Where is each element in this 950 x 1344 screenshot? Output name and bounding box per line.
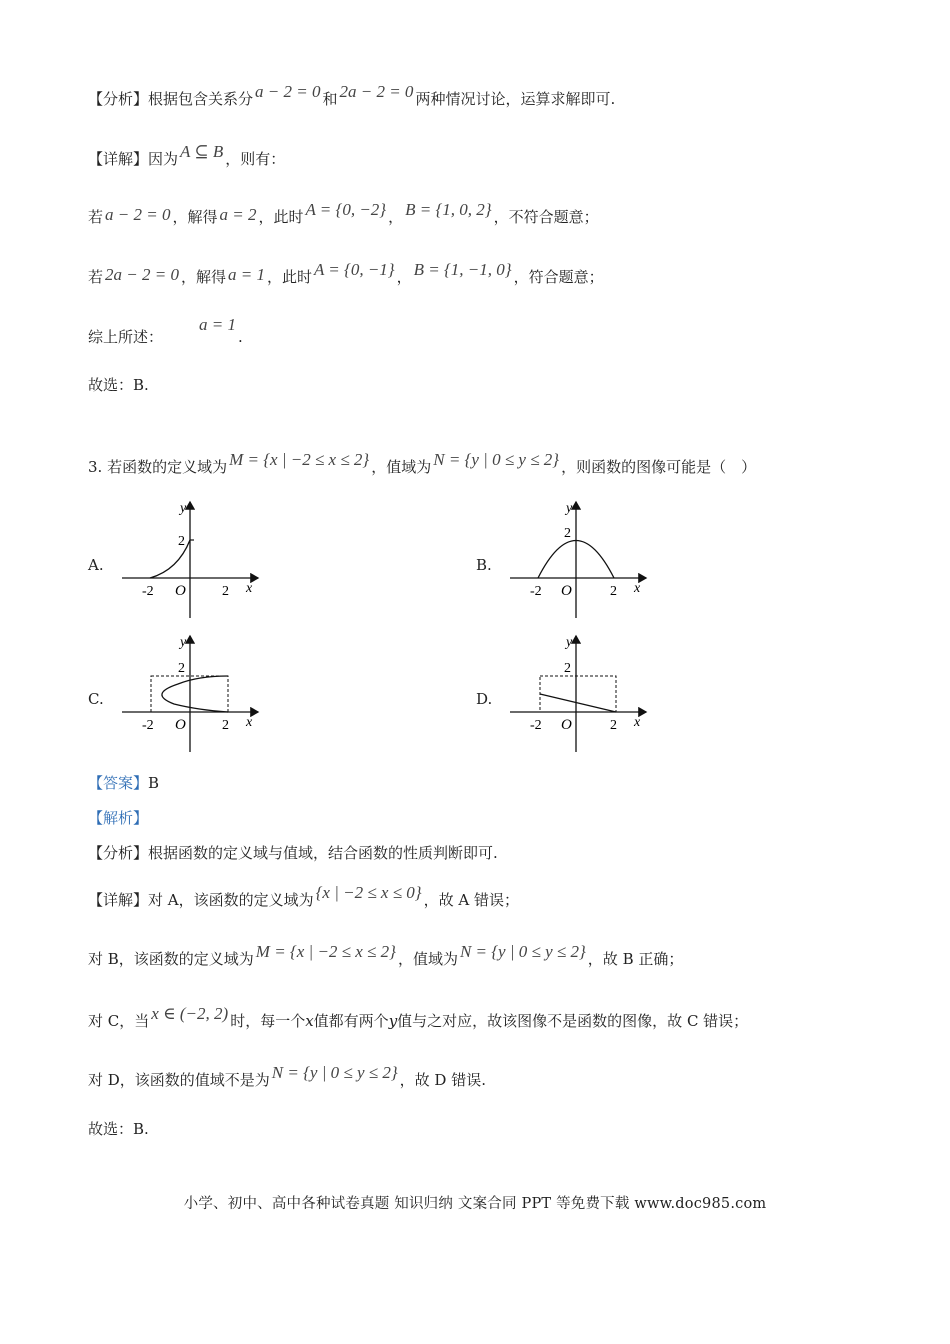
text: 【分析】根据函数的定义域与值域，结合函数的性质判断即可. bbox=[88, 844, 498, 862]
text: 故选：B. bbox=[88, 376, 149, 394]
x-tick-neg2: -2 bbox=[530, 584, 542, 599]
option-d-label: D. bbox=[476, 690, 493, 708]
question-3 bbox=[88, 450, 757, 478]
text: 两种情况讨论，运算求解即可. bbox=[415, 90, 616, 108]
text: 【分析】根据包含关系分 bbox=[88, 90, 254, 108]
text: 【详解】对 A，该函数的定义域为 bbox=[88, 891, 314, 909]
case-line-1 bbox=[88, 200, 599, 228]
math-expr: A = {0, −1} bbox=[313, 260, 395, 279]
math-expr: a = 1 bbox=[227, 265, 265, 284]
text: ，值域为 bbox=[371, 458, 432, 476]
text: ，解得 bbox=[180, 268, 226, 286]
x-label: x bbox=[246, 715, 253, 730]
graph-c bbox=[118, 632, 268, 757]
text: 时，每一个 bbox=[230, 1012, 306, 1030]
math-expr: N = {y | 0 ≤ y ≤ 2} bbox=[271, 1063, 398, 1082]
text: ，则有： bbox=[225, 150, 286, 168]
explanation-heading bbox=[88, 807, 148, 829]
text: 值与之对应，故该图像不是函数的图像，故 C 错误； bbox=[397, 1012, 749, 1030]
x-label: x bbox=[634, 581, 641, 596]
origin-label: O bbox=[175, 717, 186, 733]
y-tick-label: 2 bbox=[178, 661, 185, 676]
text: 值都有两个 bbox=[313, 1012, 389, 1030]
graph-b bbox=[506, 498, 656, 623]
text: ， bbox=[388, 208, 404, 226]
var-y: y bbox=[388, 1012, 398, 1030]
x-tick-neg2: -2 bbox=[142, 584, 154, 599]
x-tick-neg2: -2 bbox=[142, 718, 154, 733]
answer-line bbox=[88, 772, 159, 794]
text: ，不符合题意； bbox=[493, 208, 599, 226]
text: ，故 D 错误. bbox=[399, 1071, 486, 1089]
x-tick-pos2: 2 bbox=[222, 718, 229, 733]
y-label: y bbox=[180, 635, 187, 650]
text: ，解得 bbox=[172, 208, 218, 226]
x-label: x bbox=[634, 715, 641, 730]
x-label: x bbox=[246, 581, 253, 596]
math-expr: 2a − 2 = 0 bbox=[339, 82, 414, 101]
text: ，故 A 错误； bbox=[423, 891, 519, 909]
x-tick-pos2: 2 bbox=[222, 584, 229, 599]
explanation-tag: 【解析】 bbox=[88, 809, 149, 827]
graph-d bbox=[506, 632, 656, 757]
math-expr: a = 2 bbox=[219, 205, 257, 224]
math-expr: B = {1, 0, 2} bbox=[405, 200, 492, 219]
origin-label: O bbox=[561, 717, 572, 733]
math-expr: N = {y | 0 ≤ y ≤ 2} bbox=[459, 942, 586, 961]
math-expr: A = {0, −2} bbox=[305, 200, 387, 219]
text: 故选：B. bbox=[88, 1120, 149, 1138]
math-expr: x ∈ (−2, 2) bbox=[151, 1004, 229, 1023]
y-tick-label: 2 bbox=[564, 661, 571, 676]
math-expr: a = 1 bbox=[199, 315, 236, 334]
detail-a bbox=[88, 883, 519, 911]
x-tick-neg2: -2 bbox=[530, 718, 542, 733]
text: ，则函数的图像可能是（ ） bbox=[561, 458, 757, 476]
var-x: x bbox=[305, 1012, 314, 1030]
text: ，值域为 bbox=[397, 950, 458, 968]
curve bbox=[162, 676, 228, 712]
text: 若 bbox=[88, 208, 104, 226]
graph-a bbox=[118, 498, 268, 623]
detail-b bbox=[88, 942, 684, 970]
x-tick-pos2: 2 bbox=[610, 718, 617, 733]
option-c-label: C. bbox=[88, 690, 104, 708]
text: 对 B，该函数的定义域为 bbox=[88, 950, 254, 968]
case-line-2 bbox=[88, 260, 604, 288]
detail-d bbox=[88, 1063, 486, 1091]
segment bbox=[540, 694, 616, 712]
answer-value: B bbox=[148, 774, 160, 792]
y-tick-label: 2 bbox=[564, 526, 571, 541]
math-expr: N = {y | 0 ≤ y ≤ 2} bbox=[433, 450, 560, 469]
text: ， bbox=[396, 268, 412, 286]
y-label: y bbox=[180, 501, 187, 516]
text: 和 bbox=[322, 90, 338, 108]
math-expr: a − 2 = 0 bbox=[255, 82, 321, 101]
choice-line bbox=[88, 374, 149, 396]
text: 综上所述： bbox=[88, 328, 164, 346]
analysis-line bbox=[88, 82, 616, 110]
option-a-label: A. bbox=[88, 556, 104, 574]
text: ，故 B 正确； bbox=[587, 950, 684, 968]
text: 若 bbox=[88, 268, 104, 286]
final-choice bbox=[88, 1118, 149, 1140]
text: 对 D，该函数的值域不是为 bbox=[88, 1071, 270, 1089]
footer: 小学、初中、高中各种试卷真题 知识归纳 文案合同 PPT 等免费下载 www.doc985.com bbox=[183, 1196, 767, 1212]
math-expr: a − 2 = 0 bbox=[105, 205, 171, 224]
text: 【详解】因为 bbox=[88, 150, 179, 168]
math-expr: M = {x | −2 ≤ x ≤ 2} bbox=[229, 450, 370, 469]
y-label: y bbox=[566, 501, 573, 516]
math-expr: B = {1, −1, 0} bbox=[413, 260, 512, 279]
math-expr: M = {x | −2 ≤ x ≤ 2} bbox=[255, 942, 396, 961]
math-expr: A ⊆ B bbox=[180, 142, 224, 161]
summary-line bbox=[88, 315, 243, 348]
origin-label: O bbox=[175, 583, 186, 599]
text: 3. 若函数的定义域为 bbox=[88, 458, 228, 476]
analysis-2 bbox=[88, 842, 498, 864]
bounding-box bbox=[540, 676, 616, 712]
option-b-label: B. bbox=[476, 556, 492, 574]
detail-line bbox=[88, 142, 286, 170]
detail-c bbox=[88, 1004, 749, 1032]
x-tick-pos2: 2 bbox=[610, 584, 617, 599]
text: ，此时 bbox=[258, 208, 304, 226]
y-tick-label: 2 bbox=[178, 534, 185, 549]
y-label: y bbox=[566, 635, 573, 650]
origin-label: O bbox=[561, 583, 572, 599]
text: . bbox=[238, 328, 243, 346]
text: 对 C，当 bbox=[88, 1012, 150, 1030]
math-expr: 2a − 2 = 0 bbox=[105, 265, 179, 284]
math-expr: {x | −2 ≤ x ≤ 0} bbox=[315, 883, 422, 902]
text: ，此时 bbox=[266, 268, 312, 286]
text: ，符合题意； bbox=[513, 268, 604, 286]
answer-tag: 【答案】 bbox=[88, 774, 149, 792]
